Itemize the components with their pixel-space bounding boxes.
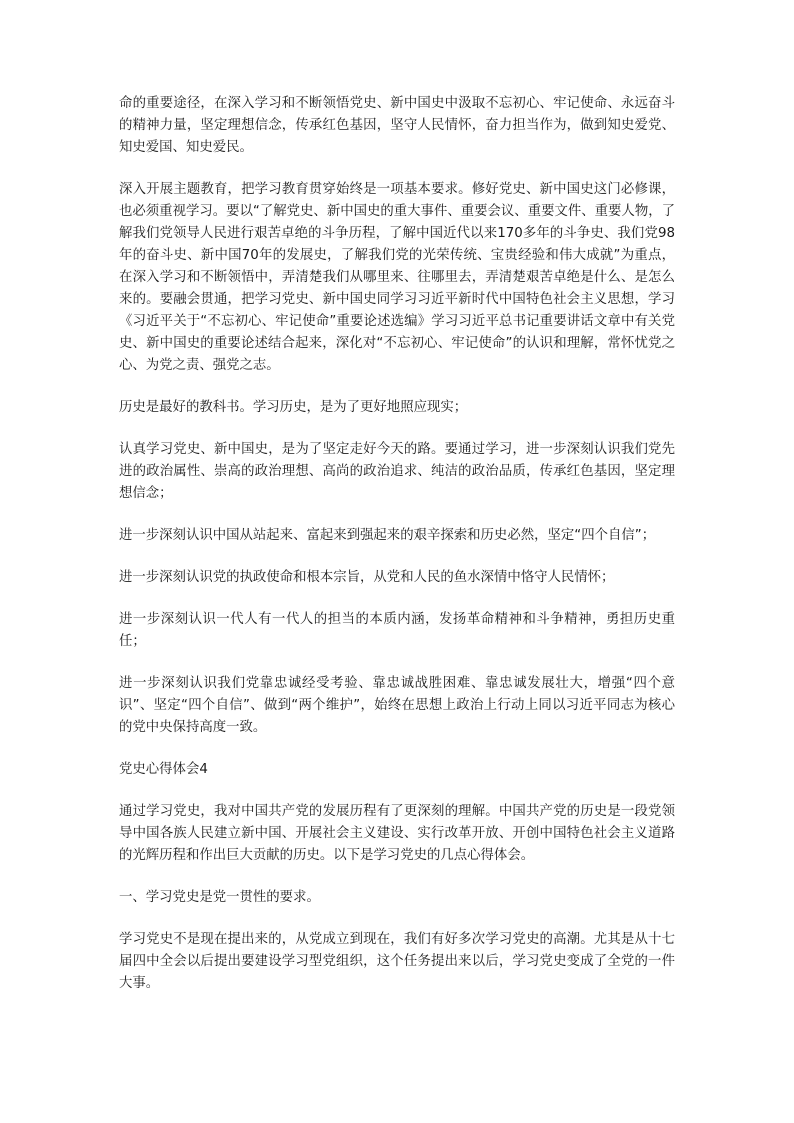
- paragraph-1: 命的重要途径，在深入学习和不断领悟党史、新中国史中汲取不忘初心、牢记使命、永远奋斗的精神力量，坚定理想信念，传承红色基因，坚守人民情怀，奋力担当作为，做到知史爱党、知史爱国、知史爱民。: [119, 96, 675, 155]
- paragraph-11: 学习党史不是现在提出来的，从党成立到现在，我们有好多次学习党史的高潮。尤其是从十七届四中全会以后提出要建设学习型党组织，这个任务提出来以后，学习党史变成了全党的一件大事。: [119, 932, 675, 991]
- paragraph-2: 深入开展主题教育，把学习教育贯穿始终是一项基本要求。修好党史、新中国史这门必修课，也必须重视学习。要以“了解党史、新中国史的重大事件、重要会议、重要文件、重要人物，了解我们党领导人民进行艰苦卓绝的斗争历程，了解中国近代以来170多年的斗争史、我们党98年的奋斗史、新中国70年的发展史，了解我们党的光荣传统、宝贵经验和伟大成就”为重点，在深入学习和不断领悟中，弄清楚我们从哪里来、往哪里去，弄清楚艰苦卓绝是什么、是怎么来的。要融会贯通，把学习党史、新中国史同学习习近平新时代中国特色社会主义思想，学习《习近平关于“不忘初心、牢记使命”重要论述选编》学习习近平总书记重要讲话文章中有关党史、新中国史的重要论述结合起来，深化对“不忘初心、牢记使命”的认识和理解，常怀忧党之心、为党之责、强党之志。: [119, 182, 675, 373]
- section-heading: 党史心得体会4: [119, 762, 208, 777]
- document-body: [119, 93, 675, 1015]
- paragraph-9: 通过学习党史，我对中国共产党的发展历程有了更深刻的理解。中国共产党的历史是一段党领导中国各族人民建立新中国、开展社会主义建设、实行改革开放、开创中国特色社会主义道路的光辉历程和作出巨大贡献的历史。以下是学习党史的几点心得体会。: [119, 804, 675, 863]
- paragraph-8: 进一步深刻认识我们党靠忠诚经受考验、靠忠诚战胜困难、靠忠诚发展壮大，增强“四个意识”、坚定“四个自信”、做到“两个维护”，始终在思想上政治上行动上同以习近平同志为核心的党中央保持高度一致。: [119, 676, 675, 735]
- paragraph-7: 进一步深刻认识一代人有一代人的担当的本质内涵，发扬革命精神和斗争精神，勇担历史重任；: [119, 612, 675, 649]
- paragraph-6: 进一步深刻认识党的执政使命和根本宗旨，从党和人民的鱼水深情中恪守人民情怀；: [119, 570, 615, 585]
- paragraph-4: 认真学习党史、新中国史，是为了坚定走好今天的路。要通过学习，进一步深刻认识我们党先进的政治属性、崇高的政治理想、高尚的政治追求、纯洁的政治品质，传承红色基因，坚定理想信念；: [119, 442, 675, 501]
- paragraph-3: 历史是最好的教科书。学习历史，是为了更好地照应现实；: [119, 400, 468, 415]
- paragraph-10: 一、学习党史是党一贯性的要求。: [119, 890, 320, 905]
- paragraph-5: 进一步深刻认识中国从站起来、富起来到强起来的艰辛探索和历史必然，坚定“四个自信”；: [119, 528, 656, 543]
